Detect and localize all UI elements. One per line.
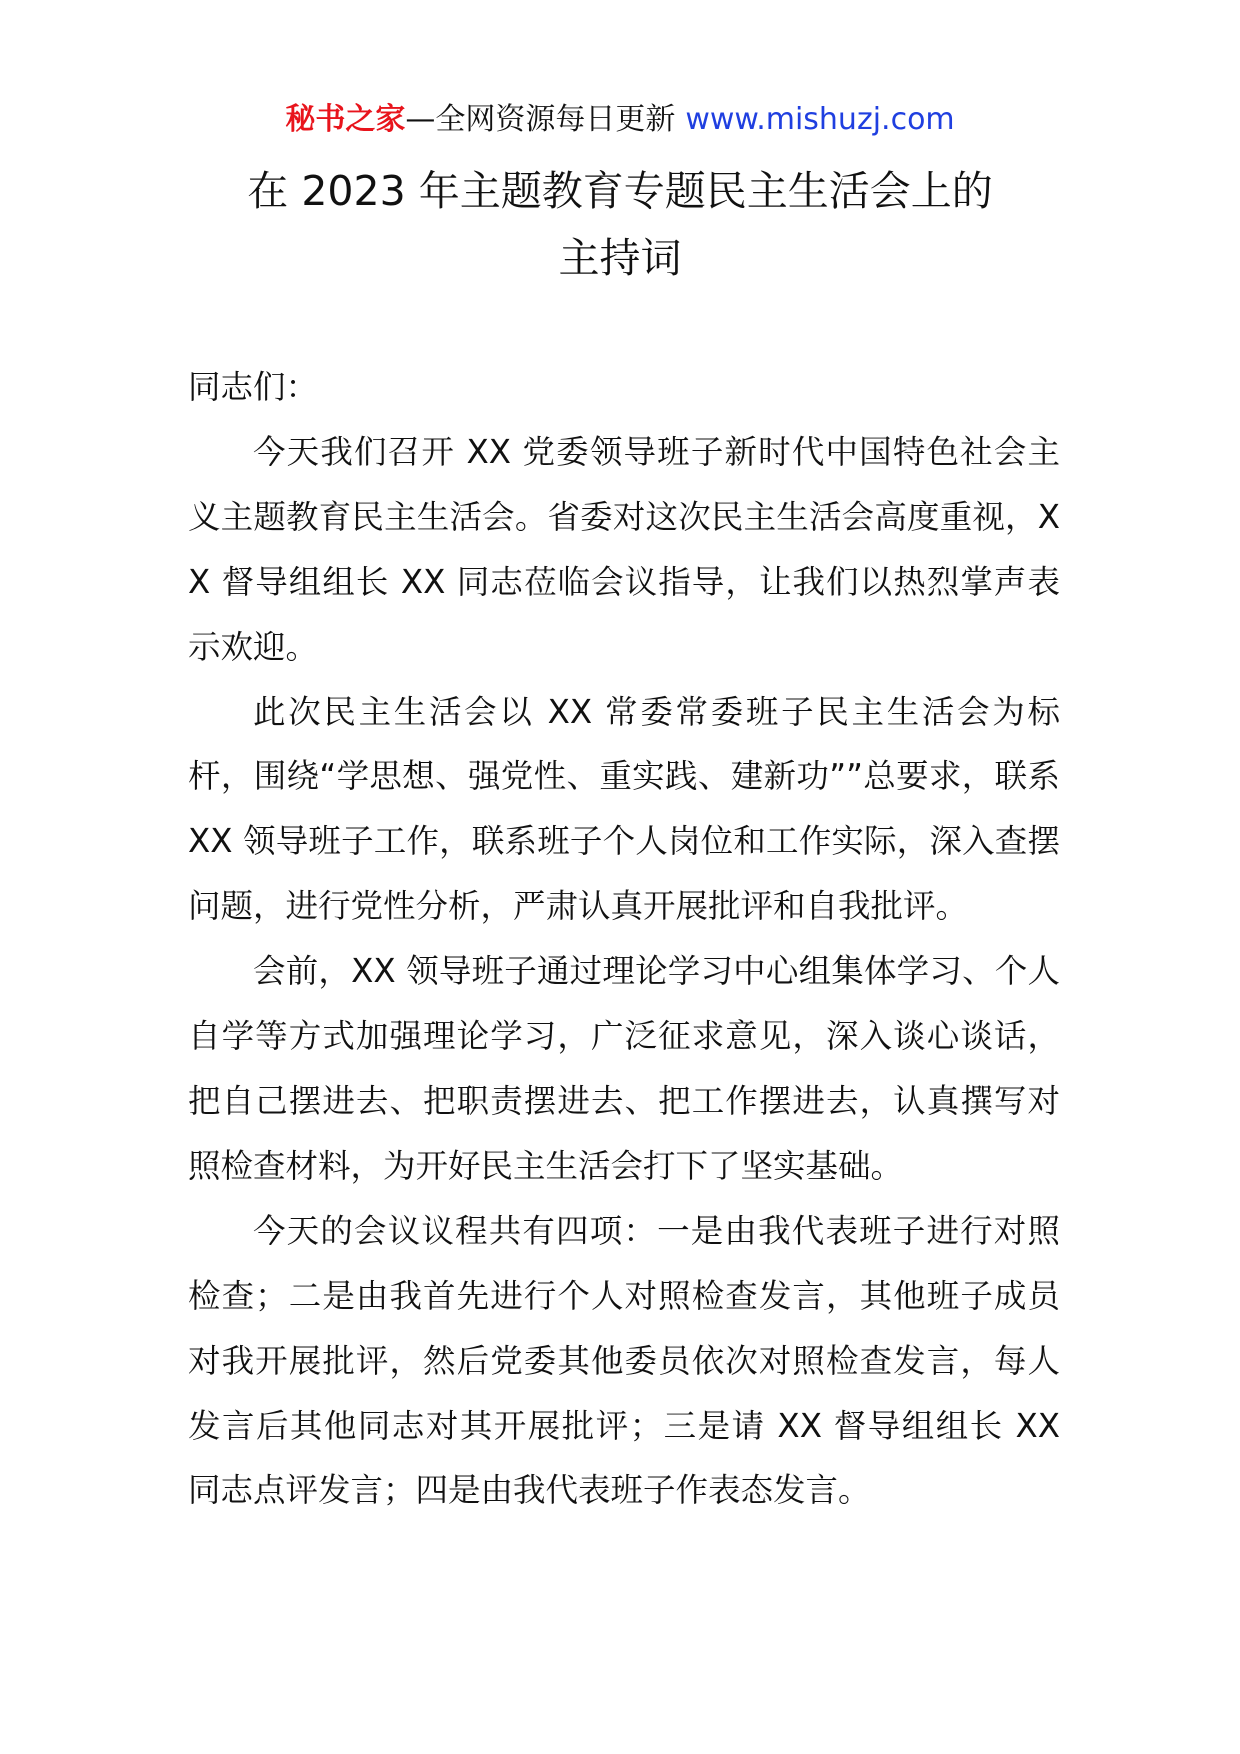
paragraph-3: 会前，XX 领导班子通过理论学习中心组集体学习、个人自学等方式加强理论学习，广泛征求意见，深入谈心谈话，把自己摆进去、把职责摆进去、把工作摆进去，认真撰写对照检查材料，为开好民主生活会打下了坚实基础。: [188, 952, 1060, 1185]
paragraph-2: 此次民主生活会以 XX 常委常委班子民主生活会为标杆，围绕“学思想、强党性、重实践、建新功””总要求，联系 XX 领导班子工作，联系班子个人岗位和工作实际，深入查摆问题，进行党性分析，严肃认真开展批评和自我批评。: [188, 692, 1060, 926]
paragraph-4: 今天的会议议程共有四项：一是由我代表班子进行对照检查；二是由我首先进行个人对照检查发言，其他班子成员对我开展批评，然后党委其他委员依次对照检查发言，每人发言后其他同志对其开展批评；三是请 XX 督导组组长 XX 同志点评发言；四是由我代表班子作表态发言。: [188, 1211, 1060, 1510]
title-line-1: 在 2023 年主题教育专题民主生活会上的: [247, 167, 993, 215]
source-banner: [0, 100, 1240, 140]
title-line-2: 主持词: [558, 234, 682, 282]
brand-name: 秘书之家: [285, 102, 406, 137]
banner-tagline: —全网资源每日更新: [405, 102, 676, 137]
document-title: [150, 158, 1090, 292]
document-body: [188, 355, 1060, 1523]
salutation: 同志们：: [188, 368, 319, 406]
paragraph-1: 今天我们召开 XX 党委领导班子新时代中国特色社会主义主题教育民主生活会。省委对这次民主生活会高度重视，XX 督导组组长 XX 同志莅临会议指导，让我们以热烈掌声表示欢迎。: [188, 432, 1060, 666]
website-link[interactable]: www.mishuzj.com: [685, 102, 955, 137]
